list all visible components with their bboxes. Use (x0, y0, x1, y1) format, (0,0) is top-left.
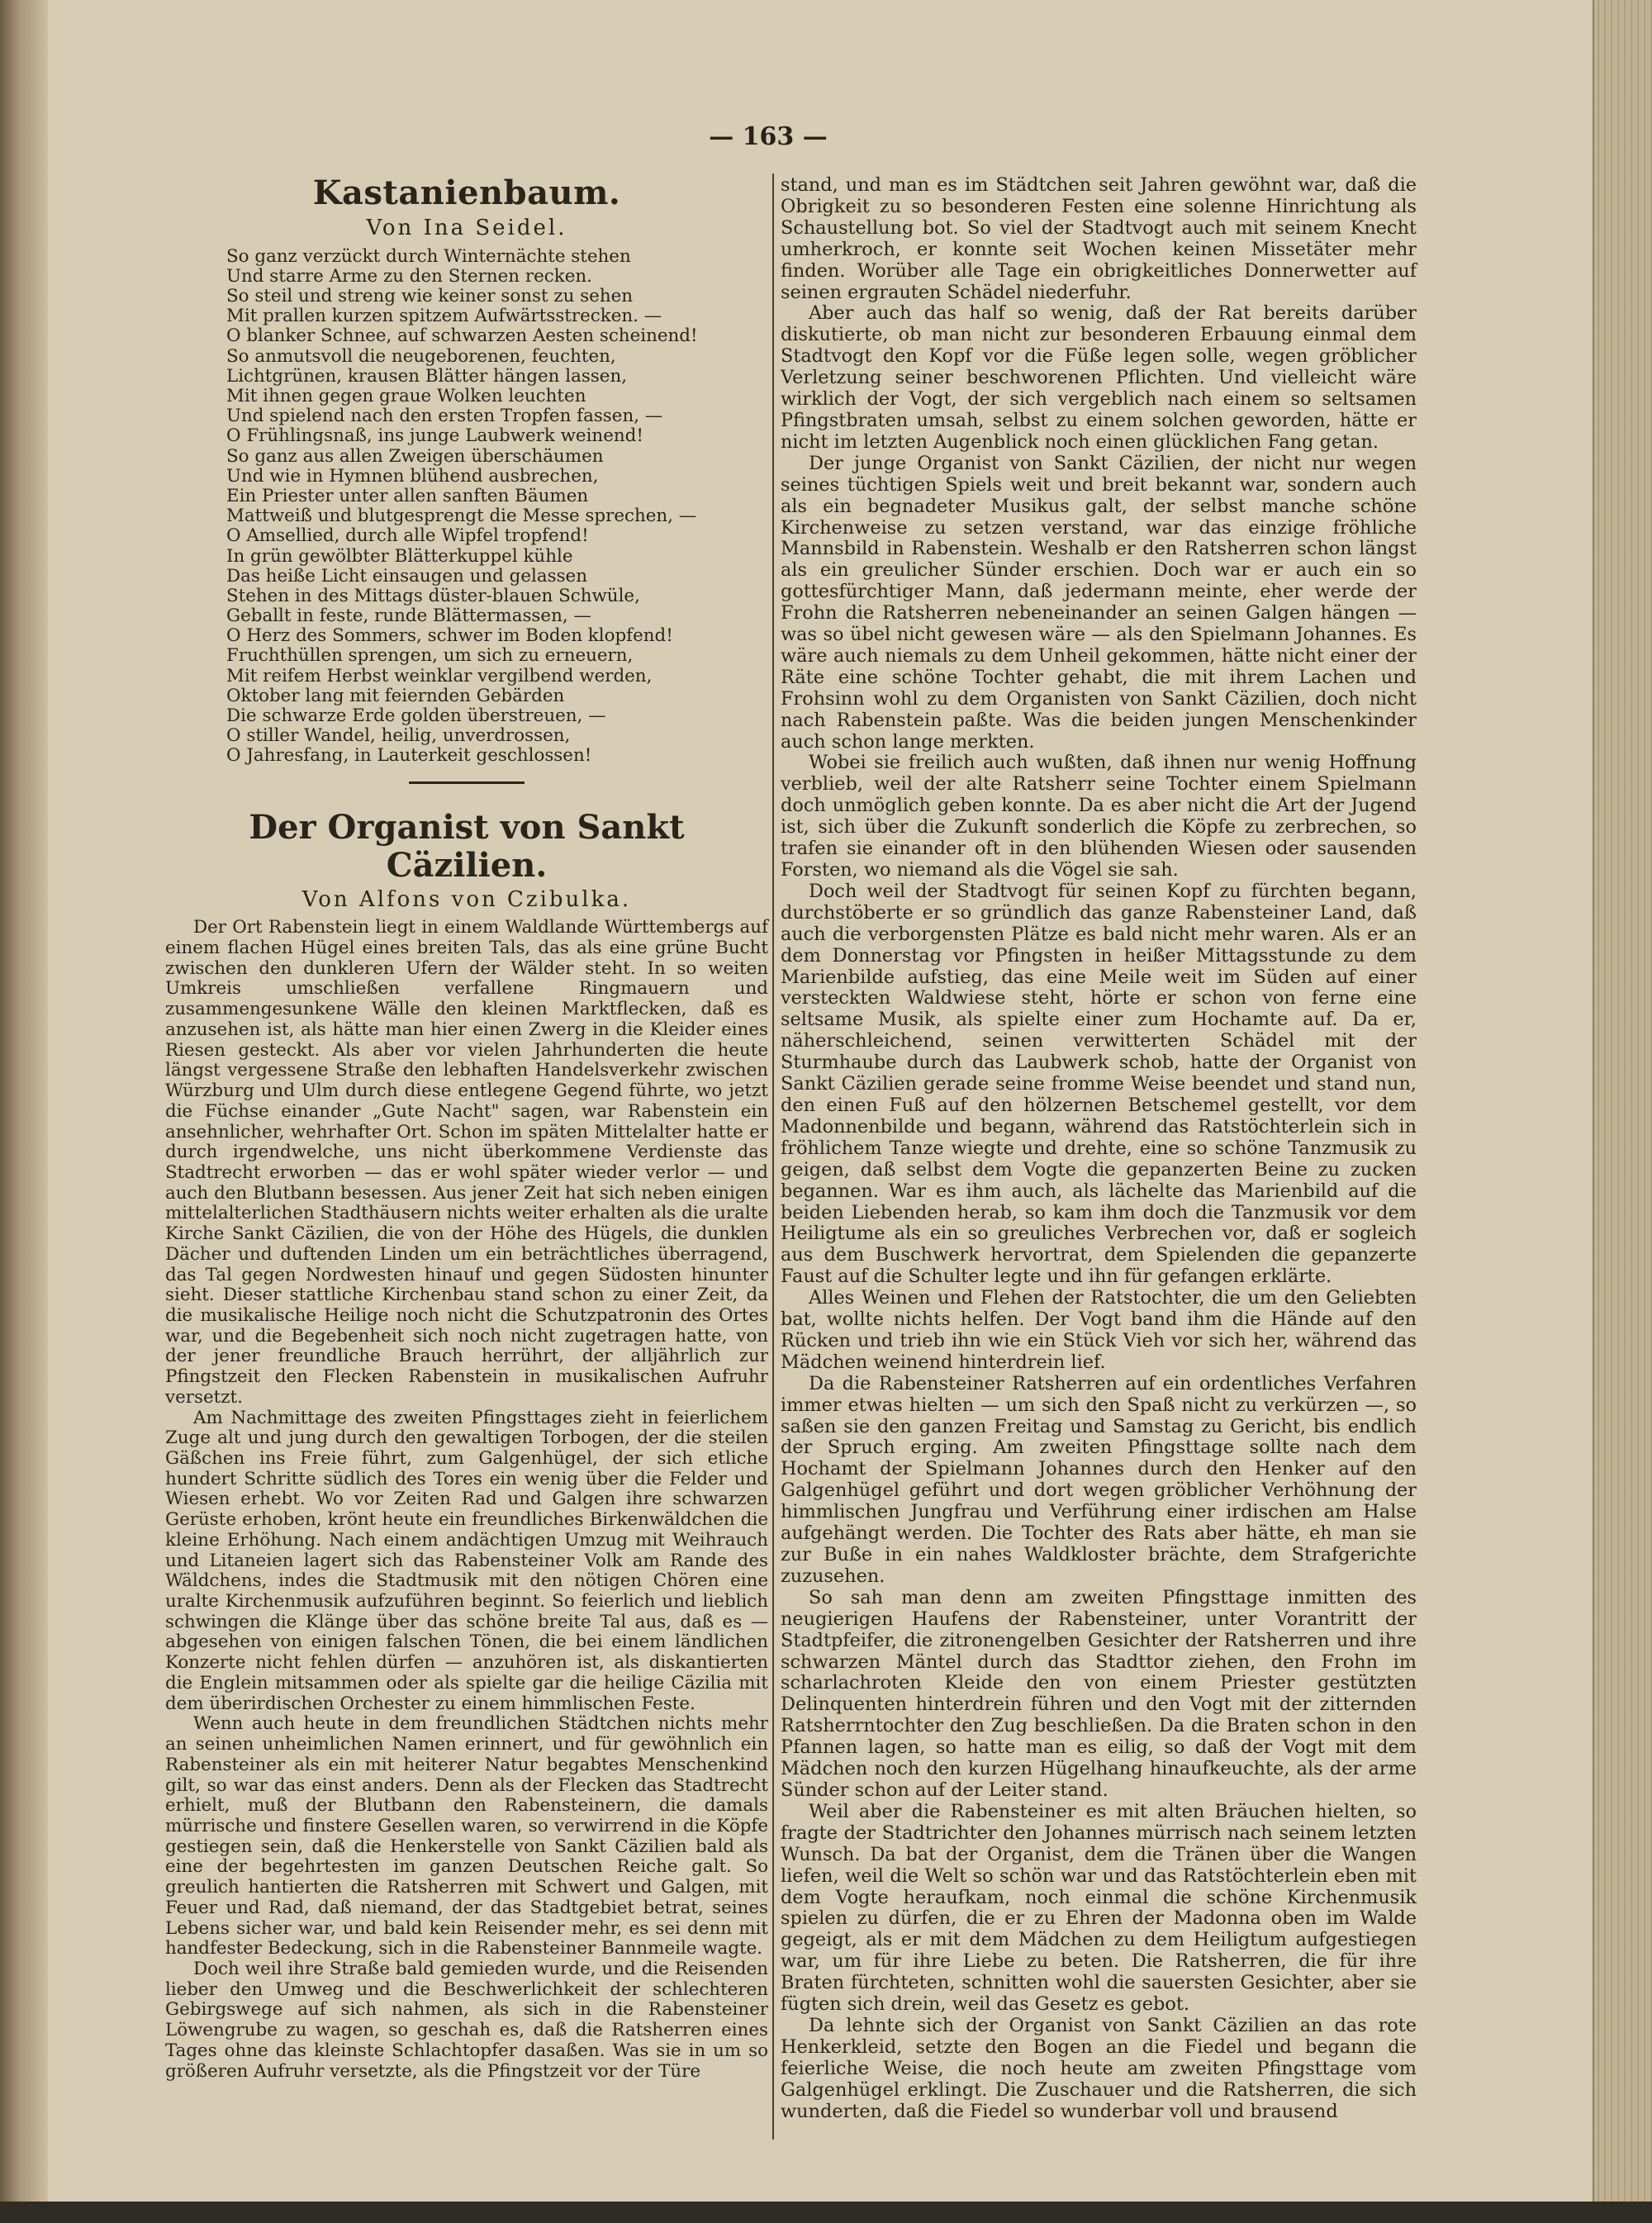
story-paragraph: Da lehnte sich der Organist von Sankt Cäzilien an das rote Henkerkleid, setzte den Bogen an die Fiedel und begann die feierliche Weise, die noch heute am zweiten Pfingsttage vom Galgenhügel erklingt. Die Zuschauer und die Ratsherren, die sich wunderten, daß die Fiedel so wunderbar voll und brausend (781, 2014, 1417, 2122)
section-separator (409, 781, 525, 784)
poem-line: So anmutsvoll die neugeborenen, feuchten, (226, 345, 616, 367)
poem-line: In grün gewölbter Blätterkuppel kühle (226, 545, 573, 567)
scan-background-bottom (0, 2202, 1652, 2223)
column-rule (772, 173, 774, 2140)
story-body-left (165, 918, 768, 2082)
poem-line: Ein Priester unter allen sanften Bäumen (226, 485, 589, 506)
page-number: — 163 — (709, 122, 828, 151)
right-column (781, 175, 1417, 2122)
poem-line: Die schwarze Erde golden überstreuen, — (226, 705, 606, 727)
poem-line: Mattweiß und blutgesprengt die Messe sprechen, — (226, 506, 697, 527)
poem-body (226, 247, 768, 767)
poem-line: Lichtgrünen, krausen Blätter hängen lassen, (226, 365, 628, 387)
poem-title: Kastanienbaum. (312, 173, 621, 212)
story-paragraph: So sah man denn am zweiten Pfingsttage inmitten des neugierigen Haufens der Rabensteiner, unter Vorantritt der Stadtpfeifer, die zitronengelben Gesichter der Ratsherren und ihre schwarzen Mäntel durch das Stadttor ziehen, den Frohn im scharlachroten Kleide den von einem Priester gestützten Delinquenten hinterdrein führen und den Vogt mit der zitternden Ratsherrntochter den Zug beschließen. Da die Braten schon in den Pfannen lagen, so hatte man es eilig, so daß der Vogt mit dem Mädchen noch den kurzen Hügelhang hinaufkeuchte, als der arme Sünder schon auf der Leiter stand. (781, 1586, 1417, 1801)
story-paragraph: stand, und man es im Städtchen seit Jahren gewöhnt war, daß die Obrigkeit zu so besonderen Festen eine solenne Hinrichtung als Schaustellung bot. So viel der Stadtvogt auch mit seinem Knecht umherkroch, er konnte seit Wochen keinen Missetäter mehr finden. Worüber alle Tage ein obrigkeitliches Donnerwetter auf seinen ergrauten Schädel niederfuhr. (781, 174, 1417, 303)
poem-line: O Herz des Sommers, schwer im Boden klopfend! (226, 625, 673, 647)
poem-line: So steil und streng wie keiner sonst zu sehen (226, 286, 634, 307)
left-column (165, 175, 768, 2082)
story-byline: Von Alfons von Czibulka. (301, 886, 632, 912)
story-paragraph: Doch weil der Stadtvogt für seinen Kopf zu fürchten begann, durchstöberte er so gründlich das ganze Rabensteiner Land, daß auch die verborgensten Plätze es bald nicht mehr waren. Als er an dem Donnerstag vor Pfingsten in heißer Mittagsstunde zu dem Marienbilde aufstieg, das eine Meile weit im Süden auf einer versteckten Waldwiese steht, hörte er schon von ferne eine seltsame Musik, als spielte einer zum Hochamte auf. Da er, näherschleichend, seinen verwitterten Schädel mit der Sturmhaube durch das Laubwerk schob, hatte der Organist von Sankt Cäzilien gerade seine fromme Weise beendet und stand nun, den einen Fuß auf den hölzernen Betschemel gestellt, vor dem Madonnenbilde und begann, während das Ratstöchterlein sich in fröhlichem Tanze wiegte und drehte, eine so schöne Tanzmusik zu geigen, daß selbst dem Vogte die gepanzerten Beine zu zucken begannen. War es ihm auch, als lächelte das Marienbild auf die beiden Liebenden herab, so kam ihm doch die Tanzmusik vor dem Heiligtume als ein so greuliches Verbrechen vor, daß er sogleich aus dem Buschwerk hervortrat, dem Spielenden die gepanzerte Faust auf die Schulter legte und ihn für gefangen erklärte. (781, 880, 1417, 1288)
story-paragraph: Aber auch das half so wenig, daß der Rat bereits darüber diskutierte, ob man nicht zur besonderen Erbauung einmal dem Stadtvogt den Kopf vor die Füße legen solle, wegen gröblicher Verletzung seiner beschworenen Pflichten. Und vielleicht wäre wirklich der Vogt, der sich vergeblich nach einem so seltsamen Pfingstbraten umsah, selbst zu einem solchen geworden, hätte er nicht im letzten Augenblick noch einen glücklichen Fang getan. (781, 302, 1417, 453)
story-paragraph: Am Nachmittage des zweiten Pfingsttages zieht in feierlichem Zuge alt und jung durch den gewaltigen Torbogen, der die steilen Gäßchen ins Freie führt, zum Galgenhügel, der sich etliche hundert Schritte südlich des Tores ein wenig über die Felder und Wiesen erhebt. Wo vor Zeiten Rad und Galgen ihre schwarzen Gerüste erhoben, krönt heute ein freundliches Birkenwäldchen die kleine Erhöhung. Nach einem andächtigen Umzug mit Weihrauch und Litaneien lagert sich das Rabensteiner Volk am Rande des Wäldchens, indes die Stadtmusik mit den nötigen Chören eine uralte Kirchenmusik aufzuführen beginnt. So feierlich und lieblich schwingen die Klänge über das schöne breite Tal aus, daß es — abgesehen von einigen falschen Tönen, die bei einem ländlichen Konzerte nicht fehlen dürfen — anzuhören ist, als diskantierten die Englein mitsammen oder als spielte gar die heilige Cäzilia mit dem überirdischen Orchester zu einem himmlischen Feste. (165, 1407, 768, 1714)
poem-line: Und wie in Hymnen blühend ausbrechen, (226, 465, 599, 487)
story-paragraph: Der junge Organist von Sankt Cäzilien, der nicht nur wegen seines tüchtigen Spiels weit und breit bekannt war, sondern auch als ein begnadeter Musikus galt, der selbst manche schöne Kirchenweise zu setzen verstand, war das einzige fröhliche Mannsbild in Rabenstein. Weshalb er den Ratsherren schon längst als ein greulicher Sünder erschien. Doch war er auch ein so gottesfürchtiger Mann, daß jedermann meinte, eher werde der Frohn die Ratsherren nebeneinander an seinen Galgen hängen — was so übel nicht gewesen wäre — als den Spielmann Johannes. Es wäre auch niemals zu dem Unheil gekommen, hätte nicht einer der Räte eine schöne Tochter gehabt, die mit ihrem Lachen und Frohsinn wohl zu dem Organisten von Sankt Cäzilien, doch nicht nach Rabenstein paßte. Was die beiden jungen Menschenkinder auch schon lange merkten. (781, 452, 1417, 753)
poem-line: Und starre Arme zu den Sternen recken. (226, 265, 592, 287)
poem-line: Oktober lang mit feiernden Gebärden (226, 685, 565, 706)
poem-line: Das heiße Licht einsaugen und gelassen (226, 565, 587, 587)
story-paragraph: Weil aber die Rabensteiner es mit alten Bräuchen hielten, so fragte der Stadtrichter den Johannes mürrisch nach seinem letzten Wunsch. Da bat der Organist, dem die Tränen über die Wangen liefen, weil die Welt so schön war und das Ratstöchterlein eben mit dem Vogte heraufkam, noch einmal die schöne Kirchenmusik spielen zu dürfen, die er zu Ehren der Madonna oben im Walde gegeigt, als er mit dem Mädchen zu dem Heiligtum aufgestiegen war, um für ihre Liebe zu beten. Die Ratsherren, die für ihre Braten fürchteten, schnitten wohl die sauersten Gesichter, aber sie fügten sich drein, weil das Gesetz es gebot. (781, 1800, 1417, 2016)
poem-line: Stehen in des Mittags düster-blauen Schwüle, (226, 585, 640, 606)
poem-line: Und spielend nach den ersten Tropfen fassen, — (226, 406, 663, 427)
poem-line: Mit reifem Herbst weinklar vergilbend werden, (226, 665, 653, 686)
story-title: Der Organist von Sankt Cäzilien. (249, 807, 685, 885)
poem-byline: Von Ina Seidel. (366, 216, 567, 240)
poem-line: Fruchthüllen sprengen, um sich zu erneuern, (226, 645, 634, 667)
poem-line: O Amsellied, durch alle Wipfel tropfend! (226, 525, 589, 547)
page-edge-right (1593, 0, 1652, 2223)
poem-line: Geballt in feste, runde Blättermassen, — (226, 606, 591, 627)
poem-line: O blanker Schnee, auf schwarzen Aesten scheinend! (226, 325, 698, 347)
page-gutter-left (0, 0, 48, 2223)
poem-line: Mit prallen kurzen spitzem Aufwärtsstrecken. — (226, 306, 662, 327)
story-paragraph: Wenn auch heute in dem freundlichen Städtchen nichts mehr an seinen unheimlichen Namen erinnert, und für gewöhnlich ein Rabensteiner als ein mit heiterer Natur begabtes Menschenkind gilt, so war das einst anders. Denn als der Flecken das Stadtrecht erhielt, muß der Blutbann den Rabensteinern, die damals mürrische und finstere Gesellen waren, so verwirrend in die Köpfe gestiegen sein, daß die Henkerstelle von Sankt Cäzilien bald als eine der begehrtesten im ganzen Deutschen Reiche galt. So greulich hantierten die Ratsherren mit Schwert und Galgen, mit Feuer und Rad, daß niemand, der das Stadtgebiet betrat, seines Lebens sicher war, und bald kein Reisender mehr, es sei denn mit handfester Bedeckung, sich in die Rabensteiner Bannmeile wagte. (165, 1713, 768, 1959)
story-paragraph: Da die Rabensteiner Ratsherren auf ein ordentliches Verfahren immer etwas hielten — um sich den Spaß nicht zu verkürzen —, so saßen sie den ganzen Freitag und Samstag zu Gericht, bis endlich der Spruch erging. Am zweiten Pfingsttage sollte nach dem Hochamt der Spielmann Johannes durch den Henker auf den Galgenhügel geführt und dort wegen gröblicher Verhöhnung der himmlischen Jungfrau und Verführung einer irdischen am Halse aufgehängt werden. Die Tochter des Rats aber hätte, eh man sie zur Buße in ein nahes Waldkloster brächte, dem Strafgerichte zuzusehen. (781, 1372, 1417, 1587)
poem-line: O stiller Wandel, heilig, unverdrossen, (226, 725, 571, 747)
story-paragraph: Der Ort Rabenstein liegt in einem Waldlande Württembergs auf einem flachen Hügel eines breiten Tals, das als eine grüne Bucht zwischen den dunkleren Ufern der Wälder steht. In so weiten Umkreis umschließen verfallene Ringmauern und zusammengesunkene Wälle den kleinen Marktflecken, daß es anzusehen ist, als hätte man hier einen Zwerg in die Kleider eines Riesen gesteckt. Als aber vor vielen Jahrhunderten die heute längst vergessene Straße den lebhaften Handelsverkehr zwischen Würzburg und Ulm durch diese entlegene Gegend führte, wo jetzt die Füchse einander „Gute Nacht" sagen, war Rabenstein ein ansehnlicher, wehrhafter Ort. Schon im späten Mittelalter hatte er durch irgendwelche, uns nicht überkommene Verdienste das Stadtrecht erworben — das er wohl später wieder verlor — und auch den Blutbann besessen. Aus jener Zeit hat sich neben einigen mittelalterlichen Stadthäusern nichts weiter erhalten als die uralte Kirche Sankt Cäzilien, die von der Höhe des Hügels, die dunklen Dächer und duftenden Linden um ein beträchtliches überragend, das Tal gegen Nordwesten hinauf und gegen Südosten hinunter sieht. Dieser stattliche Kirchenbau stand schon zu einer Zeit, da die musikalische Heilige noch nicht die Schutzpatronin des Ortes war, und die Begebenheit sich noch nicht zugetragen hatte, von der jener freundliche Brauch herrührt, der alljährlich zur Pfingstzeit den Flecken Rabenstein in musikalischen Aufruhr versetzt. (165, 917, 768, 1408)
poem-line: So ganz verzückt durch Winternächte stehen (226, 245, 631, 267)
story-paragraph: Doch weil ihre Straße bald gemieden wurde, und die Reisenden lieber den Umweg und die Beschwerlichkeit der schlechteren Gebirgswege auf sich nahmen, als sich in die Rabensteiner Löwengrube zu wagen, so geschah es, daß die Ratsherren eines Tages ohne das kleinste Schlachtopfer dasaßen. Was sie in um so größeren Aufruhr versetzte, als die Pfingstzeit vor der Türe (165, 1958, 768, 2082)
poem-line: So ganz aus allen Zweigen überschäumen (226, 445, 604, 467)
story-paragraph: Alles Weinen und Flehen der Ratstochter, die um den Geliebten bat, wollte nichts helfen. Der Vogt band ihm die Hände auf den Rücken und trieb ihn wie ein Stück Vieh vor sich her, während das Mädchen weinend hinterdrein lief. (781, 1287, 1417, 1373)
poem-line: O Frühlingsnaß, ins junge Laubwerk weinend! (226, 425, 643, 447)
poem-line: Mit ihnen gegen graue Wolken leuchten (226, 386, 586, 407)
poem-line: O Jahresfang, in Lauterkeit geschlossen! (226, 745, 592, 767)
story-paragraph: Wobei sie freilich auch wußten, daß ihnen nur wenig Hoffnung verblieb, weil der alte Ratsherr seine Tochter einem Spielmann doch unmöglich geben konnte. Da es aber nicht die Art der Jugend ist, sich über die Zukunft sonderlich die Köpfe zu zerbrechen, so trafen sie einander oft in den blühenden Wiesen oder sausenden Forsten, wo niemand als die Vögel sie sah. (781, 752, 1417, 881)
